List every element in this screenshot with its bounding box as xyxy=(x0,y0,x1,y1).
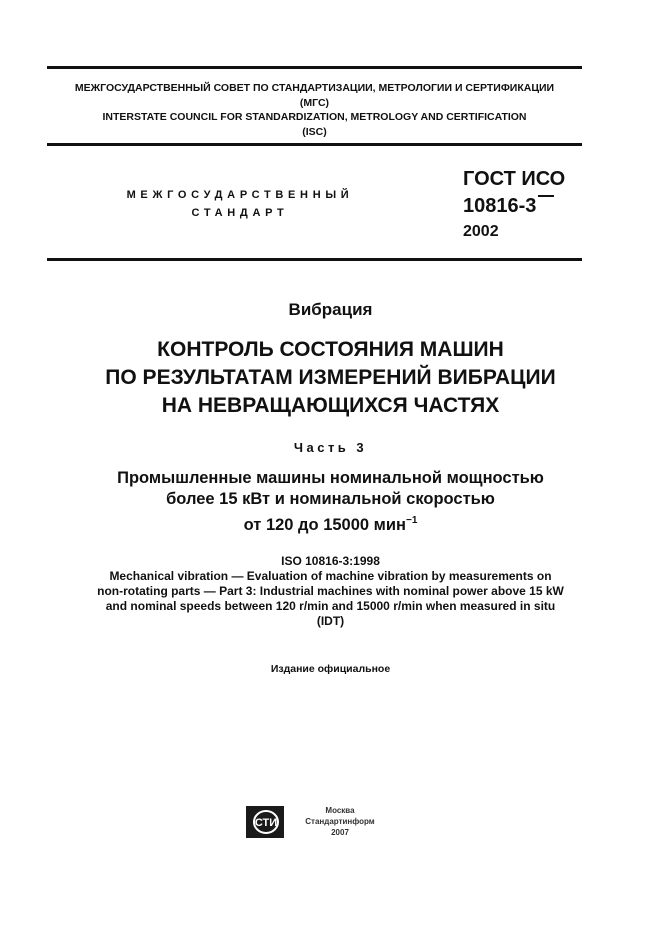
document-part: Часть 3 xyxy=(293,440,368,455)
publisher-name: Стандартинформ xyxy=(305,817,375,826)
title-rule xyxy=(47,258,582,261)
iso-title-line1: Mechanical vibration — Evaluation of machine vibration by measurements on xyxy=(109,569,552,583)
iso-code: ISO 10816-3:1998 xyxy=(281,554,380,568)
title-line2: ПО РЕЗУЛЬТАТАМ ИЗМЕРЕНИЙ ВИБРАЦИИ xyxy=(105,366,556,389)
publisher-logo-icon xyxy=(246,806,284,838)
iso-title-line3: and nominal speeds between 120 r/min and 15000 r/min when measured in situ xyxy=(105,599,556,613)
iso-title-line2: non-rotating parts — Part 3: Industrial machines with nominal power above 15 kW xyxy=(97,584,564,598)
title-line3: НА НЕВРАЩАЮЩИХСЯ ЧАСТЯХ xyxy=(161,394,500,417)
iso-idt: (IDT) xyxy=(316,614,345,628)
standard-designation xyxy=(463,166,565,244)
edition-label: Издание официальное xyxy=(270,663,391,675)
council-name-ru: МЕЖГОСУДАРСТВЕННЫЙ СОВЕТ ПО СТАНДАРТИЗАЦИИ, МЕТРОЛОГИИ И СЕРТИФИКАЦИИ xyxy=(74,82,555,94)
iso-reference xyxy=(40,554,621,629)
header-rule xyxy=(47,143,582,146)
document-topic: Вибрация xyxy=(288,300,373,319)
title-line1: КОНТРОЛЬ СОСТОЯНИЯ МАШИН xyxy=(157,338,504,361)
publisher-year: 2007 xyxy=(331,828,349,837)
publisher-info xyxy=(300,805,380,838)
publisher-city: Москва xyxy=(325,806,355,815)
top-rule xyxy=(47,66,582,69)
standard-kind-line2: СТАНДАРТ xyxy=(191,207,289,219)
designation-line1: ГОСТ ИСО xyxy=(463,168,566,190)
council-abbr-ru: (МГС) xyxy=(299,96,330,109)
publisher-logo-text: СТИ xyxy=(254,817,278,829)
council-abbr-en: (ISC) xyxy=(302,125,327,138)
subtitle-line1: Промышленные машины номинальной мощностью xyxy=(117,469,544,487)
standard-kind xyxy=(60,186,420,222)
document-title xyxy=(20,336,641,420)
council-name-en: INTERSTATE COUNCIL FOR STANDARDIZATION, METROLOGY AND CERTIFICATION xyxy=(102,111,527,123)
document-subtitle xyxy=(20,468,641,536)
subtitle-line3-wrap xyxy=(20,510,641,536)
designation-number: 10816-3 xyxy=(463,195,537,217)
designation-dash xyxy=(538,195,554,197)
subtitle-line2: более 15 кВт и номинальной скоростью xyxy=(166,490,495,508)
standard-kind-line1: МЕЖГОСУДАРСТВЕННЫЙ xyxy=(126,189,354,201)
designation-line2-wrap xyxy=(463,193,565,220)
subtitle-exponent: −1 xyxy=(405,515,418,526)
designation-year: 2002 xyxy=(463,223,499,240)
subtitle-line3: от 120 до 15000 мин xyxy=(243,516,406,534)
council-header xyxy=(47,81,582,139)
